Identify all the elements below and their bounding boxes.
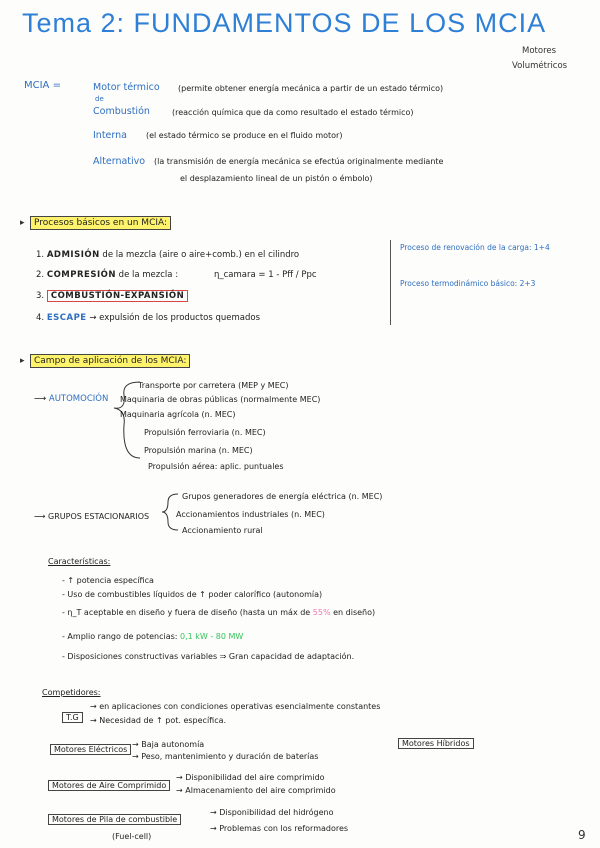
caracteristica-tail: en diseño) <box>333 608 376 617</box>
electricos-line: → Baja autonomía <box>132 740 205 749</box>
proceso-name: COMBUSTIÓN-EXPANSIÓN <box>47 290 188 302</box>
automocion-label: ⟶ AUTOMOCIÓN <box>34 394 109 404</box>
pila-sub: (Fuel-cell) <box>112 832 152 841</box>
electricos-label: Motores Eléctricos <box>50 744 131 755</box>
competidores-header: Competidores: <box>42 688 101 697</box>
mcia-desc-alternativo-2: el desplazamiento lineal de un pistón o émbolo) <box>180 174 373 183</box>
triangle-bullet-icon: ▸ <box>20 218 25 228</box>
pila-label: Motores de Pila de combustible <box>48 814 181 825</box>
proceso-item-1 <box>36 250 299 260</box>
triangle-bullet-icon: ▸ <box>20 356 25 366</box>
mcia-term-combustion: Combustión <box>93 106 150 117</box>
compression-formula: η_camara = 1 - Pff / Ppc <box>214 270 317 280</box>
campo-header: Campo de aplicación de los MCIA: <box>30 354 190 368</box>
mcia-desc-interna: (el estado térmico se produce en el fluido motor) <box>146 131 343 140</box>
tg-line: → en aplicaciones con condiciones operativas esencialmente constantes <box>90 702 381 711</box>
proceso-desc: de la mezcla : <box>118 270 179 280</box>
divider-line <box>390 240 391 325</box>
caracteristica-item: - ↑ potencia específica <box>62 576 154 585</box>
proceso-name: ADMISIÓN <box>46 250 100 260</box>
grupos-item: Accionamientos industriales (n. MEC) <box>176 510 325 519</box>
proceso-name: COMPRESIÓN <box>46 270 116 280</box>
proceso-item-4 <box>36 313 260 323</box>
aire-line: → Disponibilidad del aire comprimido <box>176 773 325 782</box>
automocion-item: Propulsión ferroviaria (n. MEC) <box>144 428 266 437</box>
automocion-item: Transporte por carretera (MEP y MEC) <box>138 381 289 390</box>
right-note-text: Proceso termodinámico básico: <box>400 279 518 288</box>
mcia-desc-alternativo: (la transmisión de energía mecánica se efectúa originalmente mediante <box>154 157 444 166</box>
mcia-desc-motor: (permite obtener energía mecánica a partir de un estado térmico) <box>178 84 444 93</box>
side-note-line2: Volumétricos <box>512 61 568 71</box>
caracteristica-text: - η_T aceptable en diseño y fuera de diseño (hasta un máx de <box>62 608 311 617</box>
mcia-label: MCIA = <box>24 80 61 91</box>
page-title: Tema 2: FUNDAMENTOS DE LOS MCIA <box>22 8 547 38</box>
mcia-term-de: de <box>95 95 104 103</box>
caracteristica-highlight: 55% <box>312 608 331 617</box>
automocion-brace <box>112 380 142 460</box>
right-note-value: 2+3 <box>519 279 536 288</box>
caracteristica-item <box>62 632 243 641</box>
automocion-text: AUTOMOCIÓN <box>48 394 109 404</box>
aire-line: → Almacenamiento del aire comprimido <box>176 786 336 795</box>
pila-line: → Problemas con los reformadores <box>210 824 349 833</box>
proceso-name: ESCAPE <box>46 313 87 323</box>
page-number: 9 <box>578 828 586 842</box>
mcia-term-interna: Interna <box>93 130 127 141</box>
caracteristica-item: - Uso de combustibles líquidos de ↑ poder calorífico (autonomía) <box>62 590 323 599</box>
proceso-desc: de la mezcla (aire o aire+comb.) en el cilindro <box>102 250 300 260</box>
grupos-item: Accionamiento rural <box>182 526 263 535</box>
mcia-term-motor: Motor térmico <box>93 82 160 93</box>
caracteristica-item: - Disposiciones constructivas variables ⇒ Gran capacidad de adaptación. <box>62 652 355 661</box>
proceso-num: 4. <box>36 313 45 323</box>
proceso-num: 2. <box>36 270 45 280</box>
caracteristica-text: - Amplio rango de potencias: <box>62 632 178 641</box>
proceso-item-3 <box>36 291 188 301</box>
proceso-item-2 <box>36 270 178 280</box>
right-note-1 <box>400 243 550 252</box>
right-note-text: Proceso de renovación de la carga: <box>400 243 532 252</box>
tg-line: → Necesidad de ↑ pot. específica. <box>90 716 227 725</box>
mcia-desc-combustion: (reacción química que da como resultado el estado térmico) <box>172 108 414 117</box>
automocion-item: Propulsión aérea: aplic. puntuales <box>148 462 284 471</box>
grupos-label: ⟶ GRUPOS ESTACIONARIOS <box>34 512 150 521</box>
caracteristicas-header: Características: <box>48 557 111 566</box>
pila-line: → Disponibilidad del hidrógeno <box>210 808 334 817</box>
right-note-2 <box>400 279 535 288</box>
side-note-line1: Motores <box>522 46 557 56</box>
automocion-item: Propulsión marina (n. MEC) <box>144 446 253 455</box>
proceso-num: 3. <box>36 291 45 301</box>
caracteristica-item <box>62 608 375 617</box>
automocion-item: Maquinaria agrícola (n. MEC) <box>120 410 236 419</box>
proceso-num: 1. <box>36 250 45 260</box>
grupos-text: GRUPOS ESTACIONARIOS <box>48 512 150 521</box>
right-note-value: 1+4 <box>533 243 550 252</box>
procesos-header: Procesos básicos en un MCIA: <box>30 216 171 230</box>
tg-label: T.G <box>62 712 83 723</box>
aire-label: Motores de Aire Comprimido <box>48 780 170 791</box>
hibridos-label: Motores Híbridos <box>398 738 474 749</box>
electricos-line: → Peso, mantenimiento y duración de baterías <box>132 752 319 761</box>
proceso-desc: → expulsión de los productos quemados <box>89 313 261 323</box>
caracteristica-highlight: 0,1 kW - 80 MW <box>180 632 244 641</box>
automocion-item: Maquinaria de obras públicas (normalmente MEC) <box>120 395 321 404</box>
mcia-term-alternativo: Alternativo <box>93 156 146 167</box>
grupos-item: Grupos generadores de energía eléctrica (n. MEC) <box>182 492 383 501</box>
